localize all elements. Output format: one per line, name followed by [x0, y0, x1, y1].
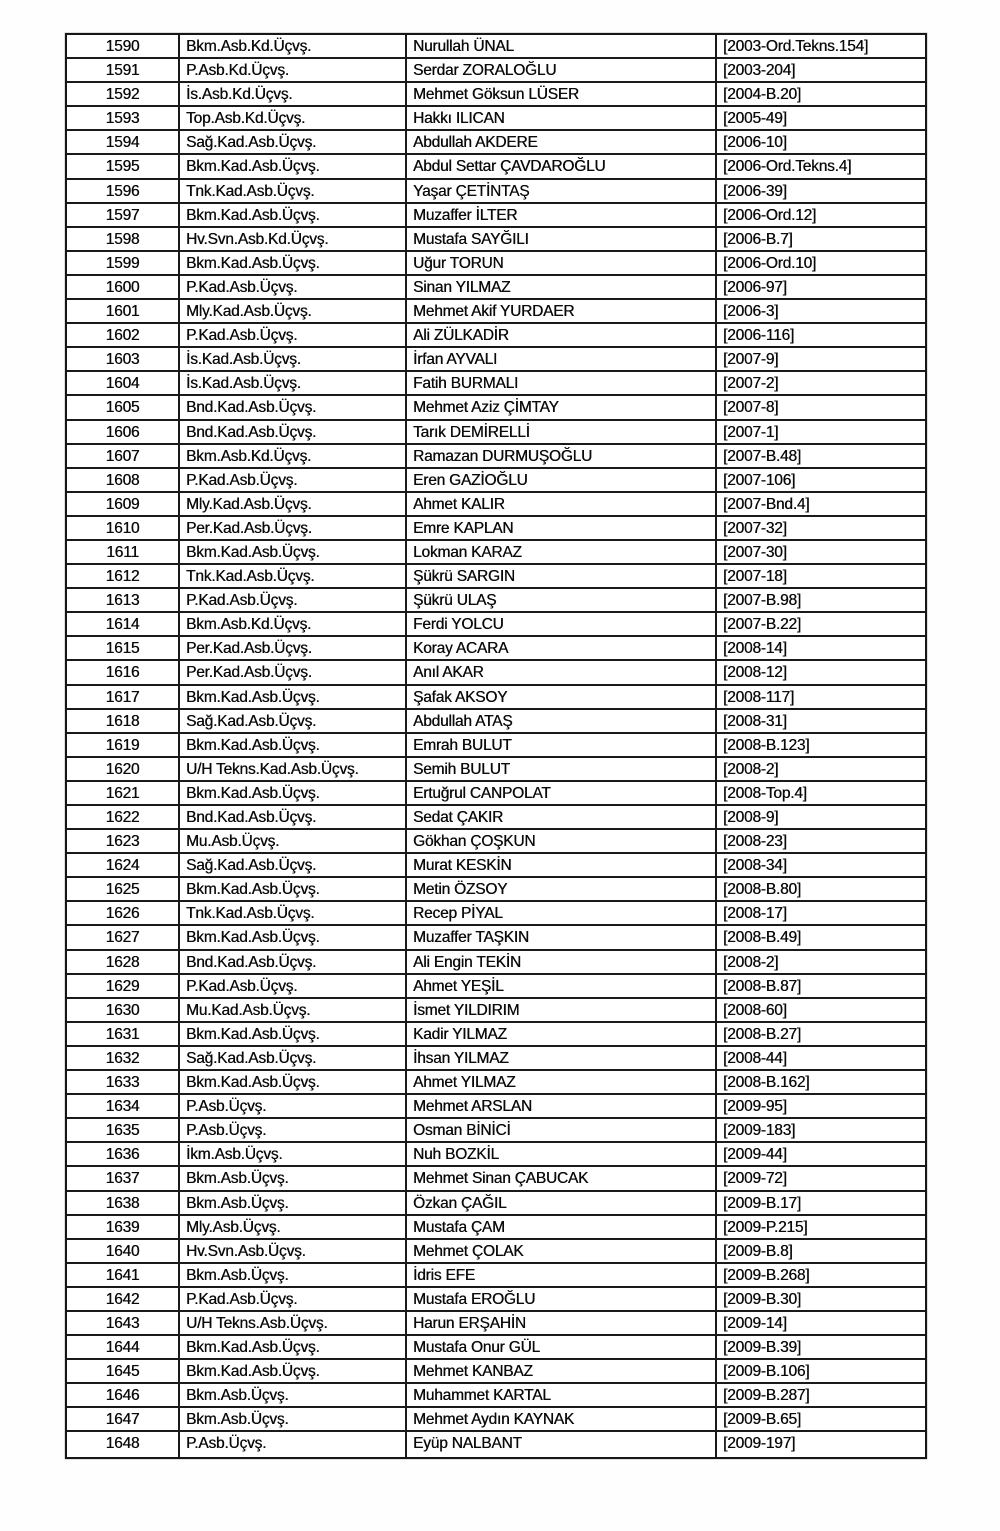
table-row	[67, 999, 925, 1023]
cell-year-code: [2006-Ord.10]	[723, 254, 817, 272]
cell-sequence-number: 1595	[67, 155, 180, 177]
cell-rank: Per.Kad.Asb.Üçvş.	[180, 517, 407, 539]
personnel-table	[65, 33, 927, 1459]
cell-name: Ahmet KALIR	[407, 493, 717, 515]
cell-rank: Bkm.Asb.Kd.Üçvş.	[180, 35, 407, 57]
cell-rank: Mly.Kad.Asb.Üçvş.	[180, 493, 407, 515]
cell-rank: Bkm.Kad.Asb.Üçvş.	[180, 1360, 407, 1382]
table-row	[67, 878, 925, 902]
table-row	[67, 975, 925, 999]
cell-year-code: [2006-3]	[723, 303, 779, 321]
cell-name: Serdar ZORALOĞLU	[407, 59, 717, 81]
table-row	[67, 1312, 925, 1336]
table-row	[67, 252, 925, 276]
cell-year-code: [2009-183]	[723, 1122, 796, 1140]
cell-year-code: [2007-B.98]	[723, 592, 801, 610]
cell-year-code: [2006-10]	[723, 134, 787, 152]
cell-sequence-number: 1644	[67, 1336, 180, 1358]
table-row	[67, 1360, 925, 1384]
cell-year-code: [2008-B.123]	[723, 736, 810, 754]
table-row	[67, 565, 925, 589]
table-row	[67, 782, 925, 806]
cell-sequence-number: 1611	[67, 541, 180, 563]
cell-sequence-number: 1632	[67, 1047, 180, 1069]
cell-name: Gökhan ÇOŞKUN	[407, 830, 717, 852]
cell-year-code: [2009-B.30]	[723, 1290, 801, 1308]
cell-rank: Tnk.Kad.Asb.Üçvş.	[180, 565, 407, 587]
cell-sequence-number: 1626	[67, 902, 180, 924]
cell-year-code: [2007-B.48]	[723, 447, 801, 465]
cell-sequence-number: 1625	[67, 878, 180, 900]
cell-year-code: [2006-97]	[723, 278, 787, 296]
cell-name: Uğur TORUN	[407, 252, 717, 274]
cell-rank: Hv.Svn.Asb.Kd.Üçvş.	[180, 228, 407, 250]
cell-name: Mehmet KANBAZ	[407, 1360, 717, 1382]
table-row	[67, 493, 925, 517]
cell-name: Sedat ÇAKIR	[407, 806, 717, 828]
cell-sequence-number: 1596	[67, 180, 180, 202]
cell-year-code: [2008-60]	[723, 1001, 787, 1019]
cell-year-code: [2003-Ord.Tekns.154]	[723, 38, 869, 55]
cell-year-code: [2007-Bnd.4]	[723, 495, 810, 513]
cell-name: Harun ERŞAHİN	[407, 1312, 717, 1334]
cell-year-code: [2009-B.65]	[723, 1411, 801, 1429]
cell-sequence-number: 1599	[67, 252, 180, 274]
cell-rank: Bkm.Kad.Asb.Üçvş.	[180, 155, 407, 177]
table-row	[67, 204, 925, 228]
table-row	[67, 445, 925, 469]
cell-sequence-number: 1643	[67, 1312, 180, 1334]
cell-rank: Bkm.Kad.Asb.Üçvş.	[180, 204, 407, 226]
cell-rank: P.Asb.Üçvş.	[180, 1119, 407, 1141]
cell-year-code: [2009-B.287]	[723, 1387, 810, 1405]
cell-name: Şükrü ULAŞ	[407, 589, 717, 611]
cell-name: Fatih BURMALI	[407, 372, 717, 394]
table-row	[67, 421, 925, 445]
table-row	[67, 613, 925, 637]
cell-rank: Sağ.Kad.Asb.Üçvş.	[180, 1047, 407, 1069]
cell-sequence-number: 1628	[67, 951, 180, 973]
table-row	[67, 1384, 925, 1408]
cell-sequence-number: 1602	[67, 324, 180, 346]
table-row	[67, 710, 925, 734]
cell-year-code: [2009-72]	[723, 1170, 787, 1188]
cell-sequence-number: 1627	[67, 926, 180, 948]
cell-sequence-number: 1600	[67, 276, 180, 298]
cell-rank: Sağ.Kad.Asb.Üçvş.	[180, 854, 407, 876]
cell-rank: U/H Tekns.Kad.Asb.Üçvş.	[180, 758, 407, 780]
cell-name: Emrah BULUT	[407, 734, 717, 756]
cell-sequence-number: 1623	[67, 830, 180, 852]
cell-sequence-number: 1621	[67, 782, 180, 804]
cell-rank: İkm.Asb.Üçvş.	[180, 1143, 407, 1165]
table-row	[67, 155, 925, 179]
cell-rank: İs.Kad.Asb.Üçvş.	[180, 372, 407, 394]
cell-name: Ertuğrul CANPOLAT	[407, 782, 717, 804]
cell-year-code: [2008-17]	[723, 905, 787, 923]
cell-sequence-number: 1641	[67, 1264, 180, 1286]
table-row	[67, 324, 925, 348]
cell-year-code: [2008-B.27]	[723, 1025, 801, 1043]
cell-rank: Bnd.Kad.Asb.Üçvş.	[180, 396, 407, 418]
cell-rank: Mly.Asb.Üçvş.	[180, 1216, 407, 1238]
cell-year-code: [2005-49]	[723, 110, 787, 128]
cell-rank: P.Asb.Üçvş.	[180, 1432, 407, 1456]
cell-rank: Bkm.Asb.Üçvş.	[180, 1408, 407, 1430]
cell-year-code: [2007-18]	[723, 568, 787, 586]
cell-year-code: [2008-B.87]	[723, 977, 801, 995]
cell-rank: P.Asb.Kd.Üçvş.	[180, 59, 407, 81]
cell-name: Eren GAZİOĞLU	[407, 469, 717, 491]
table-row	[67, 396, 925, 420]
table-row	[67, 1047, 925, 1071]
cell-rank: Bkm.Kad.Asb.Üçvş.	[180, 878, 407, 900]
cell-name: Mehmet Aziz ÇİMTAY	[407, 396, 717, 418]
cell-year-code: [2007-32]	[723, 519, 787, 537]
cell-rank: Bkm.Asb.Üçvş.	[180, 1264, 407, 1286]
cell-year-code: [2008-31]	[723, 712, 787, 730]
cell-year-code: [2006-39]	[723, 182, 787, 200]
cell-year-code: [2009-P.215]	[723, 1218, 808, 1236]
table-row	[67, 1192, 925, 1216]
cell-name: Ferdi YOLCU	[407, 613, 717, 635]
cell-name: Mustafa Onur GÜL	[407, 1336, 717, 1358]
cell-year-code: [2008-B.49]	[723, 929, 801, 947]
table-row	[67, 1095, 925, 1119]
cell-rank: P.Asb.Üçvş.	[180, 1095, 407, 1117]
cell-rank: Bkm.Asb.Kd.Üçvş.	[180, 613, 407, 635]
table-row	[67, 1408, 925, 1432]
table-row	[67, 1240, 925, 1264]
cell-sequence-number: 1598	[67, 228, 180, 250]
table-row	[67, 1167, 925, 1191]
cell-sequence-number: 1615	[67, 637, 180, 659]
cell-year-code: [2009-14]	[723, 1314, 787, 1332]
cell-sequence-number: 1633	[67, 1071, 180, 1093]
cell-sequence-number: 1645	[67, 1360, 180, 1382]
cell-name: Kadir YILMAZ	[407, 1023, 717, 1045]
cell-name: İsmet YILDIRIM	[407, 999, 717, 1021]
cell-sequence-number: 1640	[67, 1240, 180, 1262]
table-row	[67, 926, 925, 950]
cell-sequence-number: 1637	[67, 1167, 180, 1189]
cell-name: Mehmet Sinan ÇABUCAK	[407, 1167, 717, 1189]
cell-sequence-number: 1594	[67, 131, 180, 153]
table-row	[67, 131, 925, 155]
cell-year-code: [2008-34]	[723, 857, 787, 875]
cell-name: Tarık DEMİRELLİ	[407, 421, 717, 443]
cell-name: Şafak AKSOY	[407, 686, 717, 708]
cell-sequence-number: 1648	[67, 1432, 180, 1456]
cell-sequence-number: 1620	[67, 758, 180, 780]
table-row	[67, 734, 925, 758]
cell-name: Muhammet KARTAL	[407, 1384, 717, 1406]
cell-sequence-number: 1629	[67, 975, 180, 997]
table-row	[67, 1119, 925, 1143]
cell-rank: P.Kad.Asb.Üçvş.	[180, 1288, 407, 1310]
cell-sequence-number: 1617	[67, 686, 180, 708]
cell-rank: Bkm.Asb.Üçvş.	[180, 1192, 407, 1214]
cell-name: Ali ZÜLKADİR	[407, 324, 717, 346]
cell-rank: İs.Kad.Asb.Üçvş.	[180, 348, 407, 370]
cell-sequence-number: 1618	[67, 710, 180, 732]
cell-name: Muzaffer İLTER	[407, 204, 717, 226]
cell-year-code: [2008-2]	[723, 760, 779, 778]
table-row	[67, 372, 925, 396]
table-row	[67, 1143, 925, 1167]
cell-year-code: [2008-2]	[723, 953, 779, 971]
cell-rank: Bkm.Kad.Asb.Üçvş.	[180, 926, 407, 948]
cell-sequence-number: 1634	[67, 1095, 180, 1117]
cell-rank: P.Kad.Asb.Üçvş.	[180, 469, 407, 491]
table-row	[67, 35, 925, 59]
cell-name: Recep PİYAL	[407, 902, 717, 924]
table-row	[67, 854, 925, 878]
cell-rank: Bkm.Kad.Asb.Üçvş.	[180, 1336, 407, 1358]
cell-name: Mustafa SAYĞILI	[407, 228, 717, 250]
table-row	[67, 1264, 925, 1288]
cell-sequence-number: 1613	[67, 589, 180, 611]
cell-sequence-number: 1646	[67, 1384, 180, 1406]
cell-year-code: [2007-1]	[723, 423, 779, 441]
cell-year-code: [2006-Ord.Tekns.4]	[723, 158, 852, 176]
cell-name: Anıl AKAR	[407, 661, 717, 683]
cell-rank: U/H Tekns.Asb.Üçvş.	[180, 1312, 407, 1334]
cell-year-code: [2006-116]	[723, 327, 794, 345]
cell-name: Ahmet YILMAZ	[407, 1071, 717, 1093]
cell-year-code: [2007-2]	[723, 375, 779, 393]
cell-rank: Bkm.Kad.Asb.Üçvş.	[180, 686, 407, 708]
cell-sequence-number: 1614	[67, 613, 180, 635]
cell-sequence-number: 1603	[67, 348, 180, 370]
cell-year-code: [2007-8]	[723, 399, 779, 417]
cell-year-code: [2008-Top.4]	[723, 784, 807, 802]
cell-year-code: [2009-B.106]	[723, 1363, 810, 1381]
cell-rank: Bkm.Kad.Asb.Üçvş.	[180, 252, 407, 274]
cell-name: Yaşar ÇETİNTAŞ	[407, 180, 717, 202]
cell-sequence-number: 1606	[67, 421, 180, 443]
cell-sequence-number: 1591	[67, 59, 180, 81]
table-row	[67, 517, 925, 541]
table-row	[67, 228, 925, 252]
cell-sequence-number: 1605	[67, 396, 180, 418]
cell-rank: İs.Asb.Kd.Üçvş.	[180, 83, 407, 105]
cell-rank: P.Kad.Asb.Üçvş.	[180, 276, 407, 298]
table-row	[67, 951, 925, 975]
cell-sequence-number: 1593	[67, 107, 180, 129]
cell-year-code: [2003-204]	[723, 62, 796, 80]
table-row	[67, 107, 925, 131]
cell-sequence-number: 1622	[67, 806, 180, 828]
cell-year-code: [2009-95]	[723, 1098, 787, 1116]
cell-rank: Bkm.Kad.Asb.Üçvş.	[180, 782, 407, 804]
cell-sequence-number: 1631	[67, 1023, 180, 1045]
cell-name: İdris EFE	[407, 1264, 717, 1286]
cell-name: Emre KAPLAN	[407, 517, 717, 539]
cell-rank: Bkm.Kad.Asb.Üçvş.	[180, 1023, 407, 1045]
cell-sequence-number: 1607	[67, 445, 180, 467]
cell-name: Nurullah ÜNAL	[407, 35, 717, 57]
cell-rank: Hv.Svn.Asb.Üçvş.	[180, 1240, 407, 1262]
cell-year-code: [2009-B.8]	[723, 1242, 793, 1260]
cell-name: Şükrü SARGIN	[407, 565, 717, 587]
cell-rank: Bkm.Asb.Üçvş.	[180, 1384, 407, 1406]
cell-year-code: [2004-B.20]	[723, 86, 801, 104]
table-row	[67, 661, 925, 685]
cell-sequence-number: 1601	[67, 300, 180, 322]
cell-name: İrfan AYVALI	[407, 348, 717, 370]
cell-name: Eyüp NALBANT	[407, 1432, 717, 1456]
cell-name: Ramazan DURMUŞOĞLU	[407, 445, 717, 467]
cell-rank: Mly.Kad.Asb.Üçvş.	[180, 300, 407, 322]
cell-rank: P.Kad.Asb.Üçvş.	[180, 975, 407, 997]
table-row	[67, 1288, 925, 1312]
cell-year-code: [2007-B.22]	[723, 616, 801, 634]
cell-sequence-number: 1635	[67, 1119, 180, 1141]
cell-rank: Bkm.Kad.Asb.Üçvş.	[180, 541, 407, 563]
cell-name: Murat KESKİN	[407, 854, 717, 876]
cell-rank: Bkm.Asb.Kd.Üçvş.	[180, 445, 407, 467]
cell-year-code: [2009-44]	[723, 1146, 787, 1164]
cell-rank: Bnd.Kad.Asb.Üçvş.	[180, 806, 407, 828]
cell-sequence-number: 1609	[67, 493, 180, 515]
table-row	[67, 686, 925, 710]
cell-sequence-number: 1624	[67, 854, 180, 876]
cell-rank: Tnk.Kad.Asb.Üçvş.	[180, 180, 407, 202]
cell-year-code: [2008-117]	[723, 688, 794, 706]
cell-name: İhsan YILMAZ	[407, 1047, 717, 1069]
cell-year-code: [2008-9]	[723, 809, 779, 826]
table-row	[67, 1023, 925, 1047]
cell-name: Lokman KARAZ	[407, 541, 717, 563]
cell-rank: P.Kad.Asb.Üçvş.	[180, 589, 407, 611]
table-row	[67, 469, 925, 493]
table-row	[67, 637, 925, 661]
cell-year-code: [2008-12]	[723, 664, 787, 682]
cell-rank: Bnd.Kad.Asb.Üçvş.	[180, 951, 407, 973]
cell-rank: Bkm.Kad.Asb.Üçvş.	[180, 1071, 407, 1093]
cell-sequence-number: 1592	[67, 83, 180, 105]
cell-sequence-number: 1610	[67, 517, 180, 539]
cell-name: Koray ACARA	[407, 637, 717, 659]
cell-sequence-number: 1612	[67, 565, 180, 587]
table-row	[67, 348, 925, 372]
cell-rank: Bkm.Asb.Üçvş.	[180, 1167, 407, 1189]
cell-name: Mehmet Akif YURDAER	[407, 300, 717, 322]
cell-rank: Top.Asb.Kd.Üçvş.	[180, 107, 407, 129]
cell-name: Mehmet Aydın KAYNAK	[407, 1408, 717, 1430]
cell-name: Semih BULUT	[407, 758, 717, 780]
cell-rank: Sağ.Kad.Asb.Üçvş.	[180, 710, 407, 732]
table-row	[67, 541, 925, 565]
table-row	[67, 1432, 925, 1456]
table-row	[67, 902, 925, 926]
cell-rank: Mu.Kad.Asb.Üçvş.	[180, 999, 407, 1021]
cell-name: Nuh BOZKİL	[407, 1143, 717, 1165]
cell-name: Özkan ÇAĞIL	[407, 1192, 717, 1214]
table-row	[67, 59, 925, 83]
cell-sequence-number: 1639	[67, 1216, 180, 1238]
cell-sequence-number: 1616	[67, 661, 180, 683]
cell-sequence-number: 1636	[67, 1143, 180, 1165]
cell-year-code: [2009-B.268]	[723, 1266, 810, 1284]
cell-year-code: [2009-197]	[723, 1435, 796, 1453]
table-row	[67, 1216, 925, 1240]
cell-rank: Per.Kad.Asb.Üçvş.	[180, 637, 407, 659]
table-row	[67, 589, 925, 613]
cell-name: Mehmet ÇOLAK	[407, 1240, 717, 1262]
table-row	[67, 806, 925, 830]
cell-sequence-number: 1608	[67, 469, 180, 491]
cell-rank: Tnk.Kad.Asb.Üçvş.	[180, 902, 407, 924]
table-row	[67, 1071, 925, 1095]
cell-year-code: [2008-23]	[723, 833, 787, 851]
cell-year-code: [2009-B.39]	[723, 1339, 801, 1357]
table-row	[67, 276, 925, 300]
cell-name: Ali Engin TEKİN	[407, 951, 717, 973]
table-row	[67, 180, 925, 204]
cell-sequence-number: 1604	[67, 372, 180, 394]
cell-rank: Bkm.Kad.Asb.Üçvş.	[180, 734, 407, 756]
cell-sequence-number: 1590	[67, 35, 180, 57]
cell-name: Abdul Settar ÇAVDAROĞLU	[407, 155, 717, 177]
cell-rank: Mu.Asb.Üçvş.	[180, 830, 407, 852]
table-row	[67, 830, 925, 854]
table-row	[67, 83, 925, 107]
cell-name: Abdullah ATAŞ	[407, 710, 717, 732]
cell-name: Sinan YILMAZ	[407, 276, 717, 298]
cell-sequence-number: 1619	[67, 734, 180, 756]
cell-sequence-number: 1630	[67, 999, 180, 1021]
cell-rank: P.Kad.Asb.Üçvş.	[180, 324, 407, 346]
cell-year-code: [2007-106]	[723, 471, 796, 489]
cell-name: Mustafa EROĞLU	[407, 1288, 717, 1310]
table-row	[67, 1336, 925, 1360]
cell-year-code: [2008-B.162]	[723, 1074, 810, 1092]
cell-sequence-number: 1597	[67, 204, 180, 226]
table-row	[67, 300, 925, 324]
cell-year-code: [2008-44]	[723, 1049, 787, 1067]
cell-name: Hakkı ILICAN	[407, 107, 717, 129]
cell-name: Muzaffer TAŞKIN	[407, 926, 717, 948]
cell-year-code: [2009-B.17]	[723, 1194, 801, 1212]
cell-sequence-number: 1647	[67, 1408, 180, 1430]
cell-year-code: [2006-B.7]	[723, 230, 793, 248]
cell-sequence-number: 1638	[67, 1192, 180, 1214]
cell-rank: Bnd.Kad.Asb.Üçvş.	[180, 421, 407, 443]
cell-year-code: [2007-30]	[723, 543, 787, 561]
cell-name: Mustafa ÇAM	[407, 1216, 717, 1238]
cell-name: Osman BİNİCİ	[407, 1119, 717, 1141]
cell-year-code: [2006-Ord.12]	[723, 206, 817, 224]
cell-name: Mehmet ARSLAN	[407, 1095, 717, 1117]
table-row	[67, 758, 925, 782]
cell-name: Ahmet YEŞİL	[407, 975, 717, 997]
cell-year-code: [2008-14]	[723, 640, 787, 658]
cell-name: Abdullah AKDERE	[407, 131, 717, 153]
cell-sequence-number: 1642	[67, 1288, 180, 1310]
cell-name: Mehmet Göksun LÜSER	[407, 83, 717, 105]
cell-rank: Per.Kad.Asb.Üçvş.	[180, 661, 407, 683]
cell-year-code: [2008-B.80]	[723, 881, 801, 899]
cell-rank: Sağ.Kad.Asb.Üçvş.	[180, 131, 407, 153]
cell-year-code: [2007-9]	[723, 351, 779, 369]
cell-name: Metin ÖZSOY	[407, 878, 717, 900]
